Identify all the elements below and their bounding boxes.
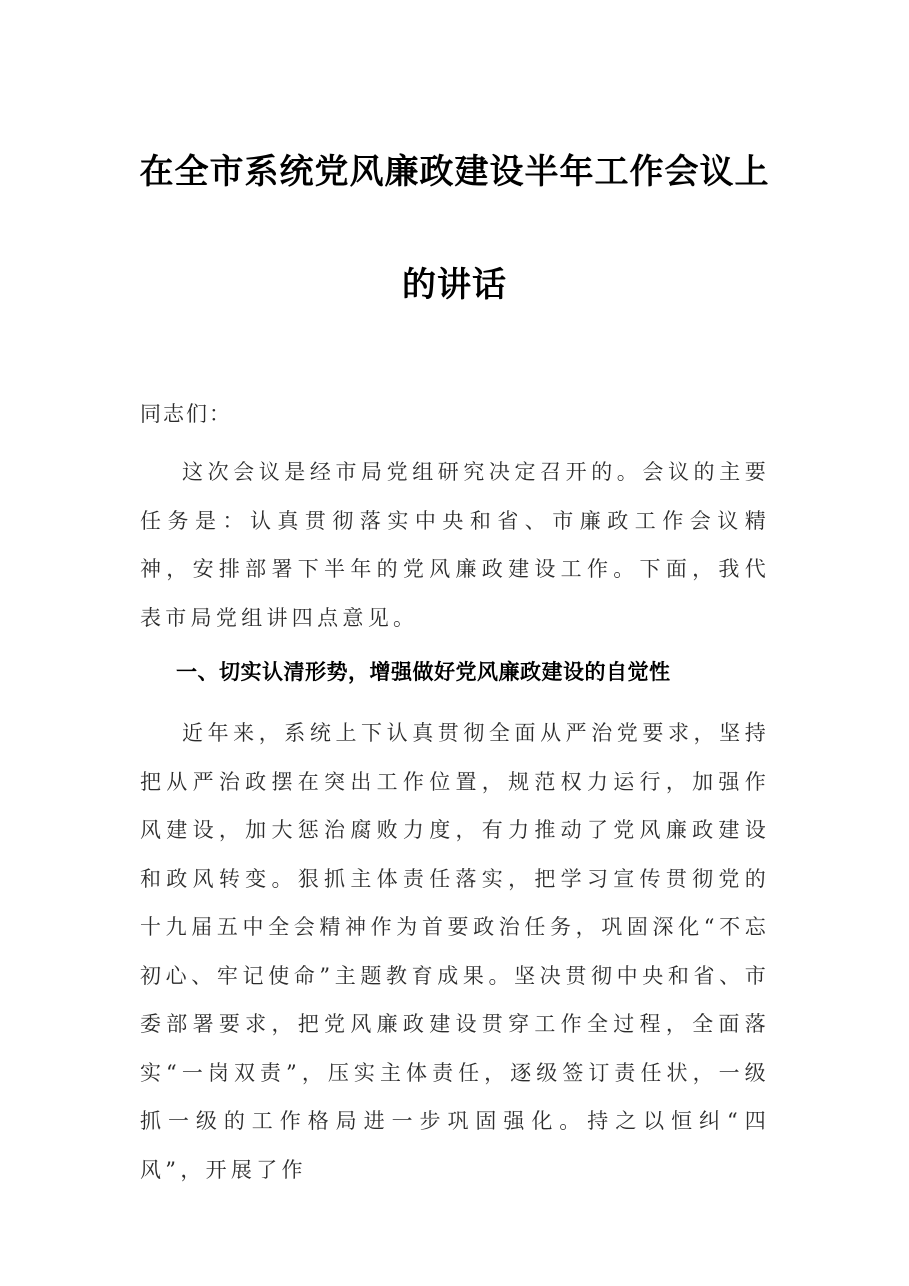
greeting: 同志们： (140, 402, 232, 426)
document-title-line-1: 在全市系统党风廉政建设半年工作会议上 (139, 152, 770, 192)
intro-paragraph: 这次会议是经市局党组研究决定召开的。会议的主要任务是：认真贯彻落实中央和省、市廉政工作会议精神，安排部署下半年的党风廉政建设工作。下面，我代表市局党组讲四点意见。 (140, 460, 770, 630)
section-heading-1: 一、切实认清形势，增强做好党风廉政建设的自觉性 (176, 660, 671, 684)
section-1-paragraph: 近年来，系统上下认真贯彻全面从严治党要求，坚持把从严治政摆在突出工作位置，规范权力运行，加强作风建设，加大惩治腐败力度，有力推动了党风廉政建设和政风转变。狠抓主体责任落实，把学习宣传贯彻党的十九届五中全会精神作为首要政治任务，巩固深化“不忘初心、牢记使命”主题教育成果。坚决贯彻中央和省、市委部署要求，把党风廉政建设贯穿工作全过程，全面落实“一岗双责”，压实主体责任，逐级签订责任状，一级抓一级的工作格局进一步巩固强化。持之以恒纠“四风”，开展了作 (140, 721, 770, 1182)
document-title-line-2: 的讲话 (402, 265, 507, 305)
